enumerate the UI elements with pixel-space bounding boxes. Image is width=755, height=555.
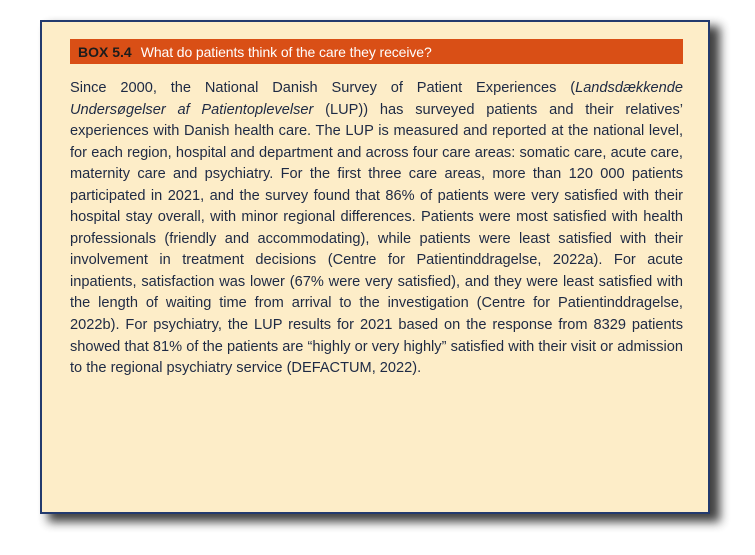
body-text-italic-survey-name: Landsdækkende Undersøgelser af Patientoplevelser bbox=[70, 80, 683, 118]
box-title: What do patients think of the care they receive? bbox=[140, 43, 432, 60]
box-body-text bbox=[70, 78, 683, 380]
body-text-part-2: (LUP)) has surveyed patients and their relatives’ experiences with Danish health care. The LUP is measured and reported at the national level, for each region, hospital and department and across four care areas: somatic care, acute care, maternity care and psychiatry. For the first three care areas, more than 120 000 patients participated in 2021, and the survey found that 86% of patients were very satisfied with their hospital stay overall, with minor regional differences. Patients were most satisfied with health professionals (friendly and accommodating), while patients were least satisfied with their involvement in treatment decisions (Centre for Patientinddragelse, 2022a). For acute inpatients, satisfaction was lower (67% were very satisfied), and they were least satisfied with the length of waiting time from arrival to the investigation (Centre for Patientinddragelse, 2022b). For psychiatry, the LUP results for 2021 based on the response from 8329 patients showed that 81% of the patients are “highly or very highly” satisfied with their visit or admission to the regional psychiatry service (DEFACTUM, 2022). bbox=[70, 101, 683, 377]
text-box bbox=[40, 20, 710, 514]
box-header bbox=[70, 39, 683, 64]
box-label: BOX 5.4 bbox=[78, 43, 132, 60]
body-text-part-1: Since 2000, the National Danish Survey of Patient Experiences ( bbox=[70, 80, 576, 96]
